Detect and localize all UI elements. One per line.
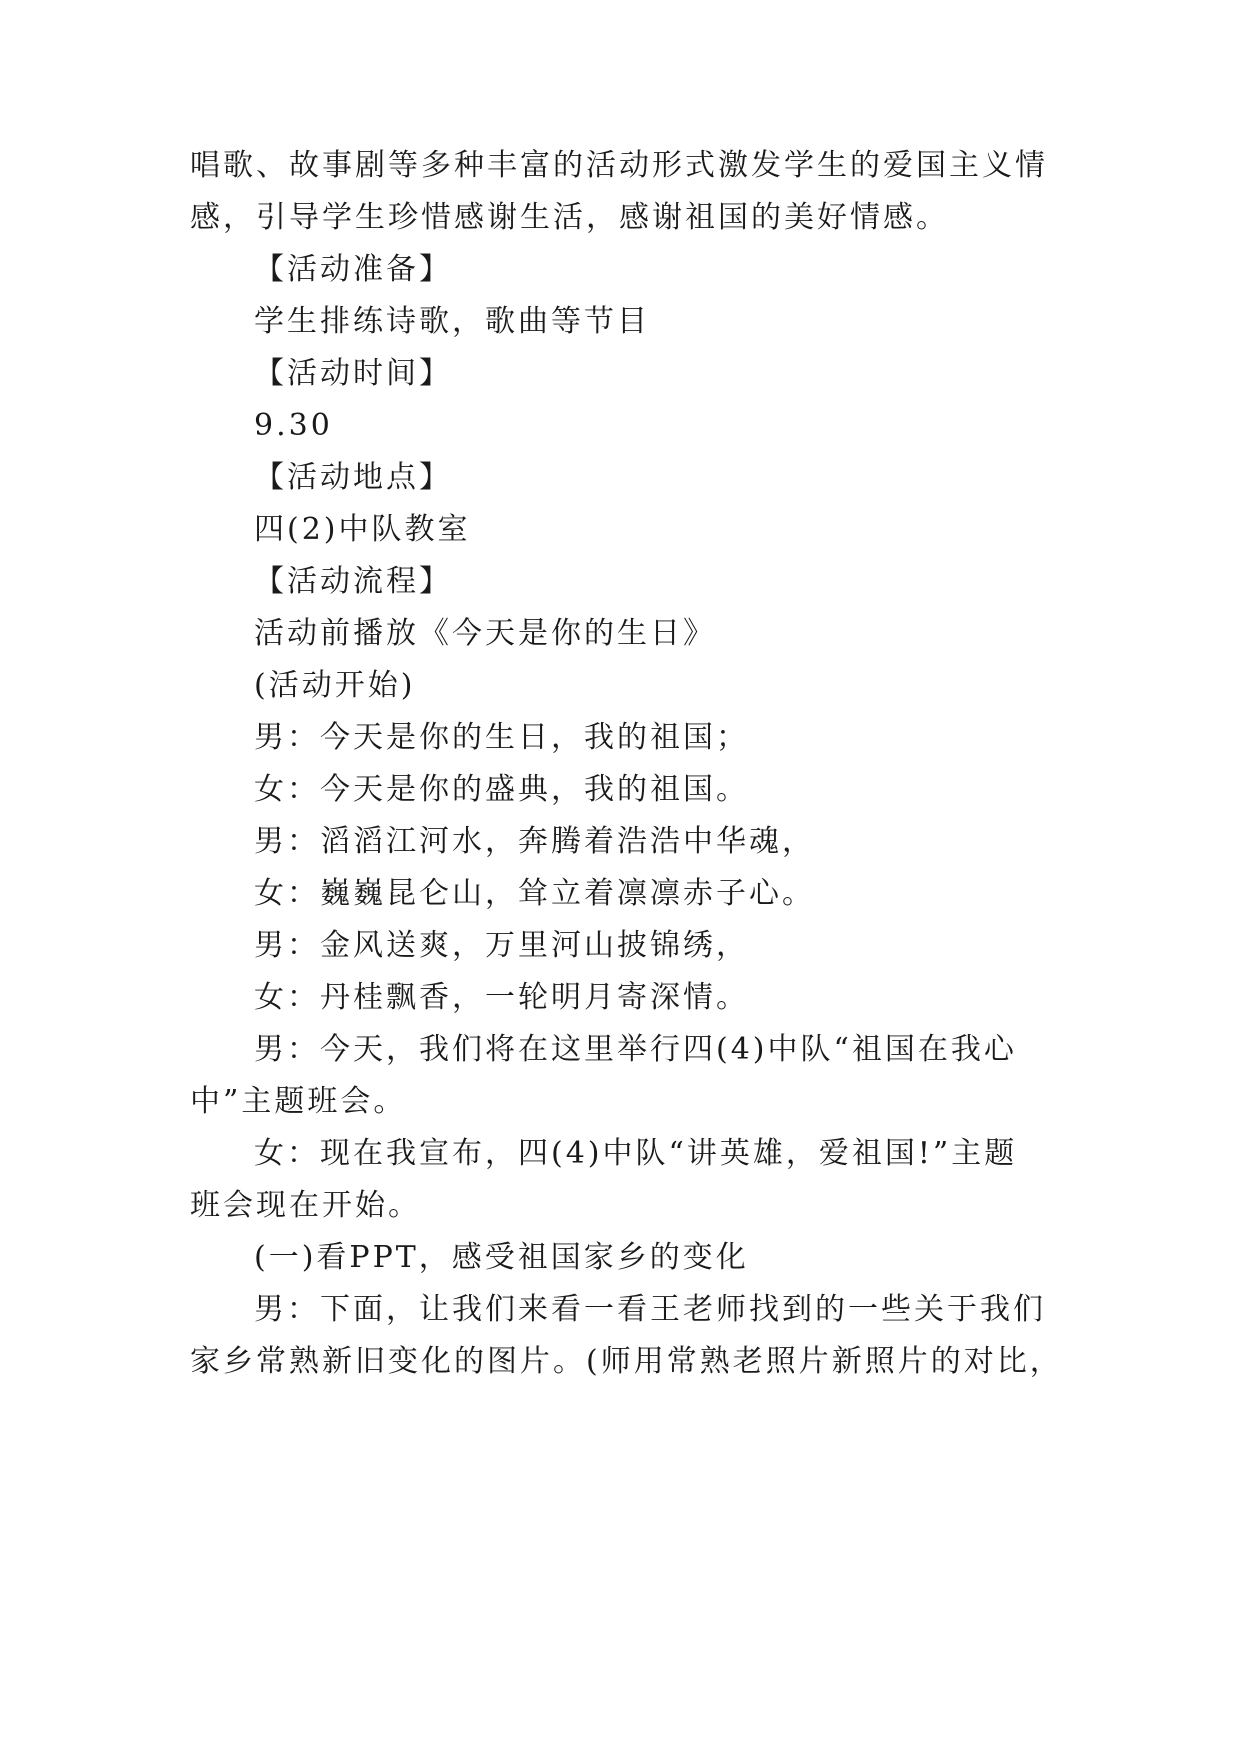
dialogue-line: 女：丹桂飘香，一轮明月寄深情。 (254, 980, 749, 1015)
text-line: 活动前播放《今天是你的生日》 (254, 616, 716, 651)
section-heading: (一)看PPT，感受祖国家乡的变化 (254, 1240, 749, 1275)
dialogue-line: 中”主题班会。 (190, 1084, 407, 1119)
section-heading: 【活动时间】 (254, 356, 452, 391)
text-line: 9.30 (254, 408, 333, 443)
section-heading: 【活动地点】 (254, 460, 452, 495)
text-line: 感，引导学生珍惜感谢生活，感谢祖国的美好情感。 (190, 200, 949, 235)
text-line: 四(2)中队教室 (254, 512, 471, 547)
text-line: 学生排练诗歌，歌曲等节目 (254, 304, 650, 339)
dialogue-line: 男：今天是你的生日，我的祖国； (254, 720, 749, 755)
dialogue-line: 男：滔滔江河水，奔腾着浩浩中华魂， (254, 824, 815, 859)
dialogue-line: 男：今天，我们将在这里举行四(4)中队“祖国在我心 (254, 1032, 1017, 1067)
dialogue-line: 班会现在开始。 (190, 1188, 421, 1223)
dialogue-line: 女：巍巍昆仑山，耸立着凛凛赤子心。 (254, 876, 815, 911)
text-line: (活动开始) (254, 668, 416, 703)
section-heading: 【活动准备】 (254, 252, 452, 287)
dialogue-line: 家乡常熟新旧变化的图片。(师用常熟老照片新照片的对比， (190, 1344, 1063, 1379)
dialogue-line: 女：今天是你的盛典，我的祖国。 (254, 772, 749, 807)
text-line: 唱歌、故事剧等多种丰富的活动形式激发学生的爱国主义情 (190, 148, 1048, 183)
dialogue-line: 男：下面，让我们来看一看王老师找到的一些关于我们 (254, 1292, 1046, 1327)
dialogue-line: 女：现在我宣布，四(4)中队“讲英雄，爱祖国!”主题 (254, 1136, 1018, 1171)
dialogue-line: 男：金风送爽，万里河山披锦绣， (254, 928, 749, 963)
section-heading: 【活动流程】 (254, 564, 452, 599)
